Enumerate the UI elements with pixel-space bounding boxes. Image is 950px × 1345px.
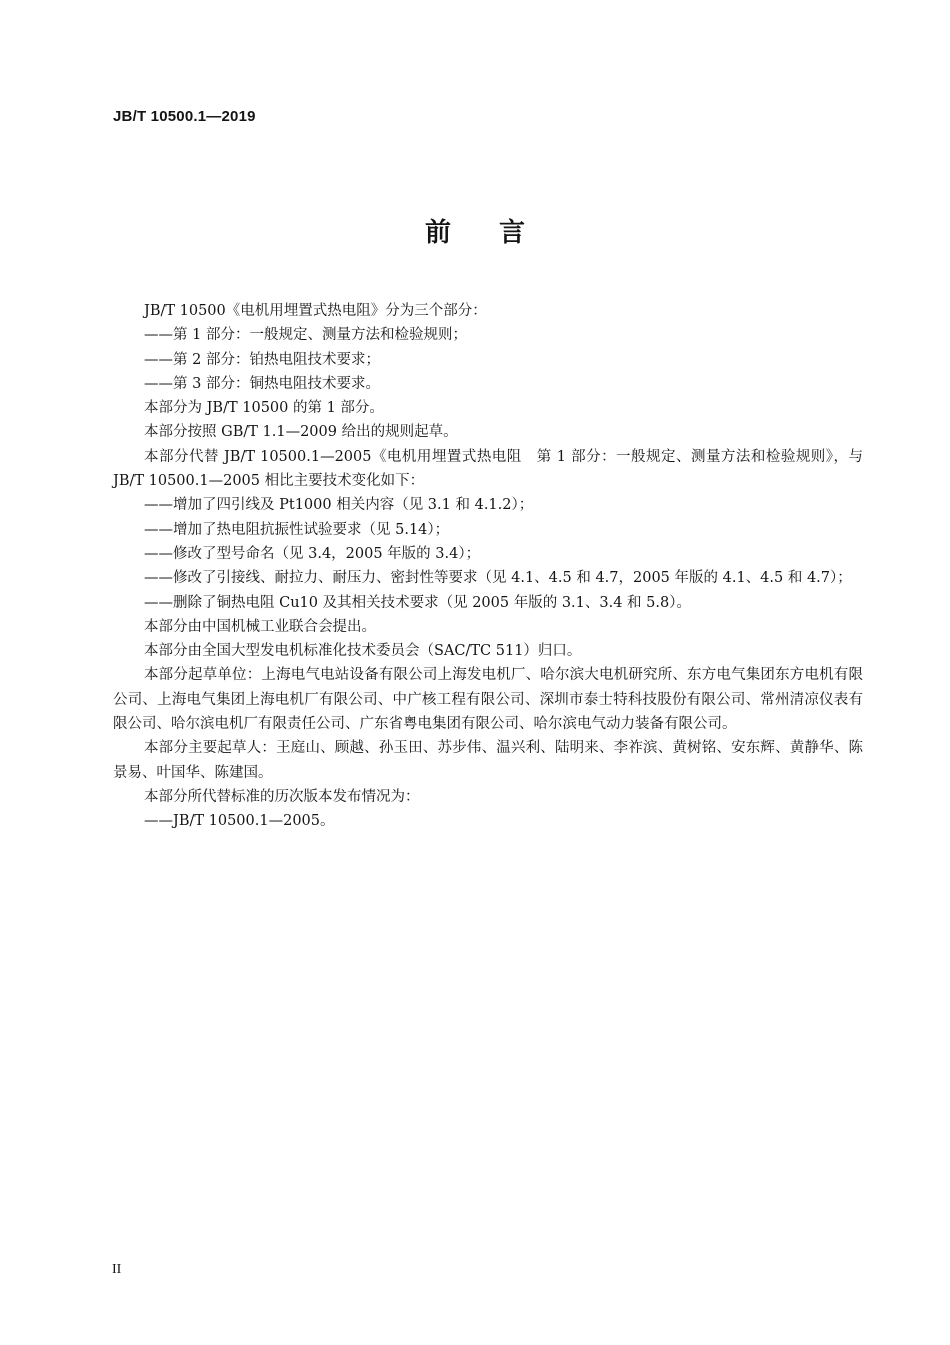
list-item: ——JB/T 10500.1—2005。 — [144, 813, 335, 830]
list-item: ——删除了铜热电阻 Cu10 及其相关技术要求（见 2005 年版的 3.1、3.4 和 5.8）。 — [144, 594, 691, 611]
paragraph: 本部分为 JB/T 10500 的第 1 部分。 — [144, 400, 384, 417]
paragraph: JB/T 10500《电机用埋置式热电阻》分为三个部分： — [144, 303, 487, 319]
list-item: ——第 3 部分：铜热电阻技术要求。 — [144, 375, 380, 392]
list-item: ——增加了四引线及 Pt1000 相关内容（见 3.1 和 4.1.2）； — [144, 497, 534, 514]
list-item: ——第 1 部分：一般规定、测量方法和检验规则； — [144, 327, 467, 344]
paragraph: 本部分由中国机械工业联合会提出。 — [144, 618, 376, 635]
paragraph: 本部分所代替标准的历次版本发布情况为： — [144, 788, 420, 805]
paragraph: 本部分按照 GB/T 1.1—2009 给出的规则起草。 — [144, 424, 458, 441]
foreword-body — [113, 299, 863, 834]
page-title: 前言 — [424, 218, 573, 248]
list-item: ——增加了热电阻抗振性试验要求（见 5.14）； — [144, 521, 450, 538]
list-item: ——修改了型号命名（见 3.4，2005 年版的 3.4）； — [144, 545, 481, 562]
paragraph: 本部分代替 JB/T 10500.1—2005《电机用埋置式热电阻 第 1 部分：一般规定、测量方法和检验规则》，与 JB/T 10500.1—2005 相比主要技术变化如下： — [113, 448, 863, 490]
list-item: ——修改了引接线、耐拉力、耐压力、密封性等要求（见 4.1、4.5 和 4.7，2005 年版的 4.1、4.5 和 4.7）； — [144, 570, 852, 587]
list-item: ——第 2 部分：铂热电阻技术要求； — [144, 351, 380, 368]
paragraph: 本部分由全国大型发电机标准化技术委员会（SAC/TC 511）归口。 — [144, 643, 582, 660]
paragraph: 本部分起草单位：上海电气电站设备有限公司上海发电机厂、哈尔滨大电机研究所、东方电气集团东方电机有限公司、上海电气集团上海电机厂有限公司、中广核工程有限公司、深圳市泰士特科技股份有限公司、常州清凉仪表有限公司、哈尔滨电机厂有限责任公司、广东省粤电集团有限公司、哈尔滨电气动力装备有限公司。 — [113, 667, 863, 733]
standard-code: JB/T 10500.1—2019 — [113, 108, 256, 125]
paragraph: 本部分主要起草人：王庭山、顾越、孙玉田、苏步伟、温兴利、陆明来、李祚滨、黄树铭、安东辉、黄静华、陈景易、叶国华、陈建国。 — [113, 740, 863, 781]
page-number: II — [112, 1262, 122, 1277]
